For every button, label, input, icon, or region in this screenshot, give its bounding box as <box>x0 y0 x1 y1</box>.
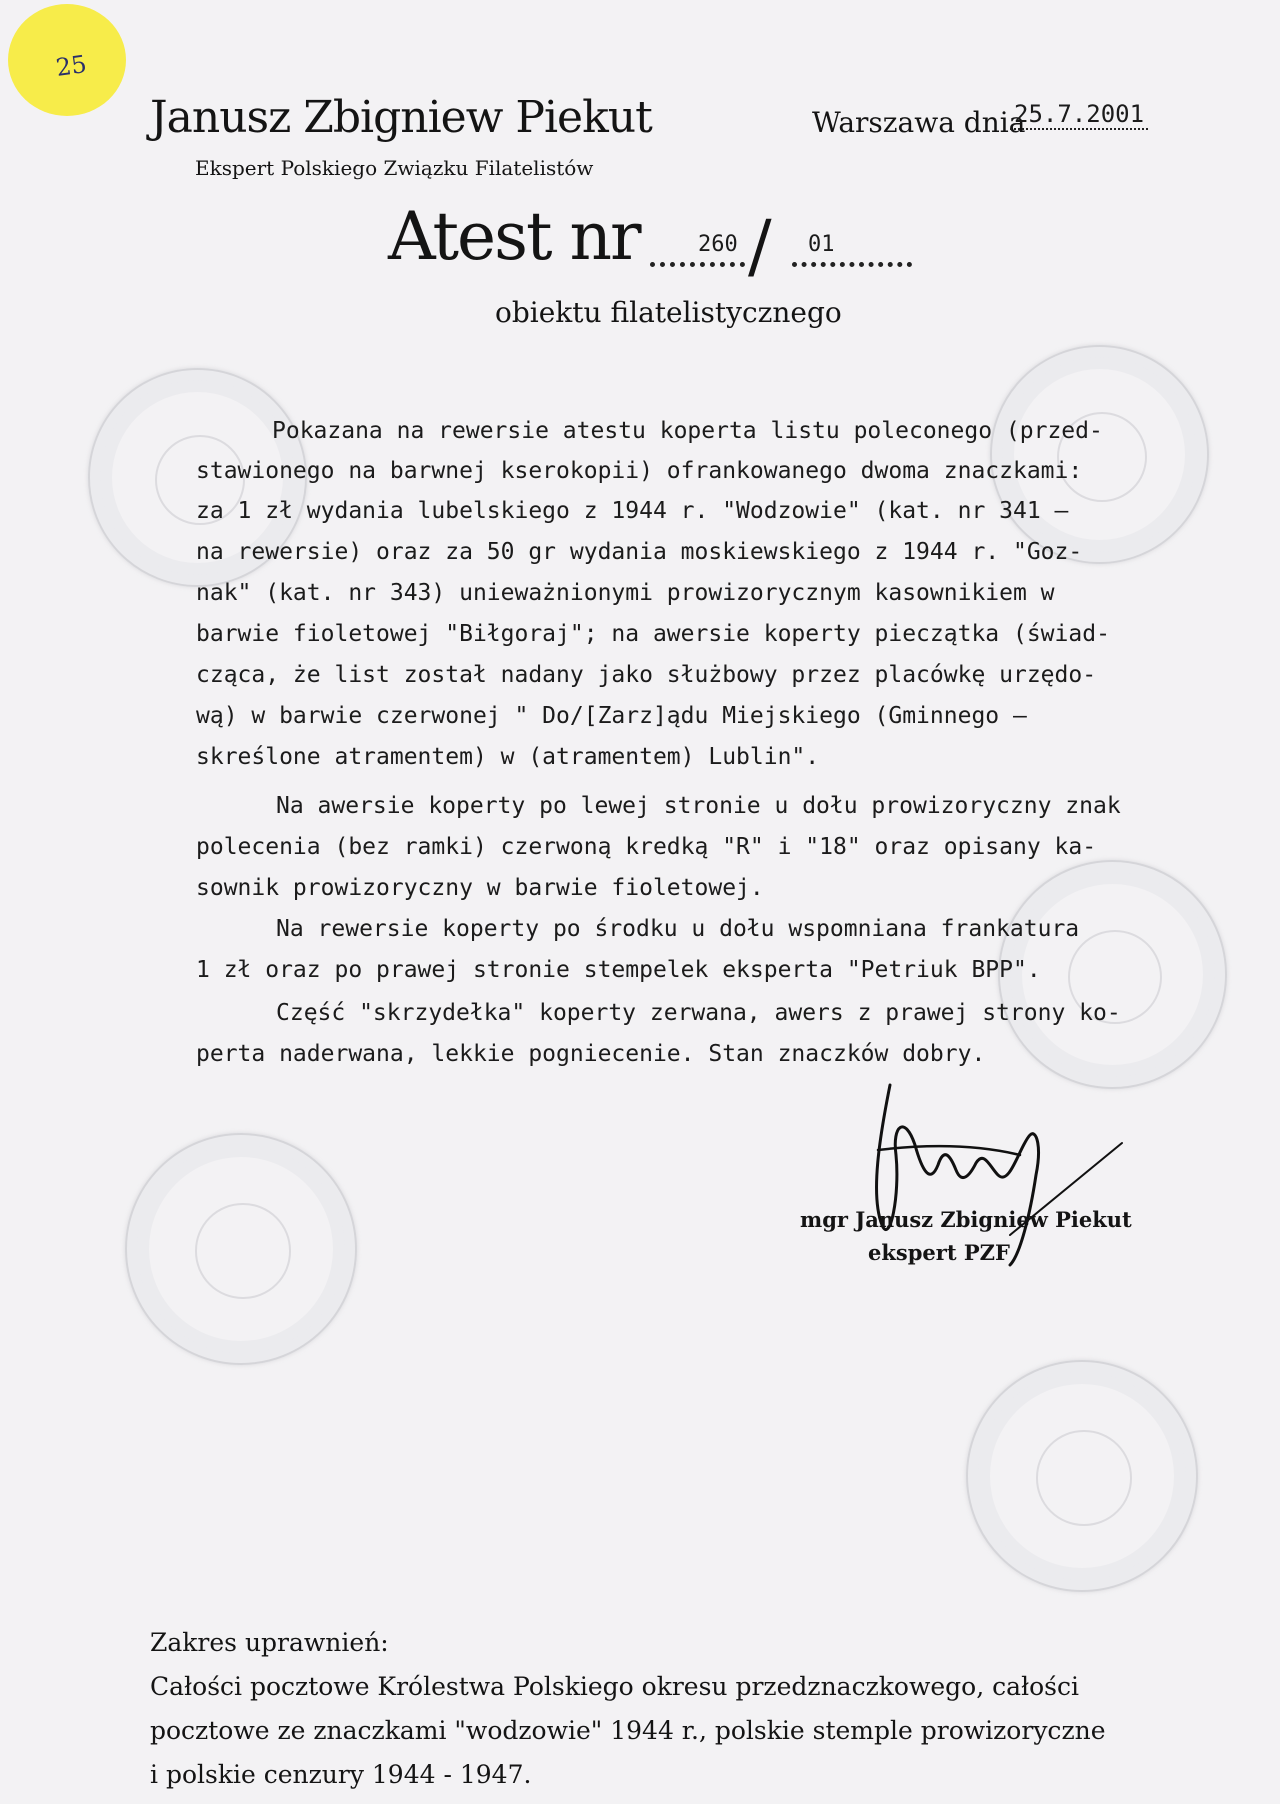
place-label: Warszawa dnia <box>812 106 1026 139</box>
body-line: wą) w barwie czerwonej " Do/[Zarz]ądu Miejskiego (Gminnego — <box>196 703 1027 729</box>
scope-line: i polskie cenzury 1944 - 1947. <box>150 1760 532 1789</box>
title-slash: / <box>748 205 772 287</box>
scope-line: pocztowe ze znaczkami "wodzowie" 1944 r., polskie stemple prowizoryczne <box>150 1716 1106 1745</box>
certificate-title: Atest nr <box>388 198 640 275</box>
expert-subtitle: Ekspert Polskiego Związku Filatelistów <box>195 156 594 180</box>
sticker-note: 25 <box>54 50 89 82</box>
body-line: Część "skrzydełka" koperty zerwana, awers z prawej strony ko- <box>276 1000 1121 1026</box>
number-dotted-line <box>650 262 745 267</box>
certificate-number: 260 <box>698 232 738 257</box>
body-line: cząca, że list został nadany jako służbowy przez placówkę urzędo- <box>196 662 1097 688</box>
body-line: nak" (kat. nr 343) unieważnionymi prowizorycznym kasownikiem w <box>196 580 1055 606</box>
body-line: polecenia (bez ramki) czerwoną kredką "R" i "18" oraz opisany ka- <box>196 834 1097 860</box>
body-line: Na rewersie koperty po środku u dołu wspomniana frankatura <box>276 916 1080 942</box>
scope-line: Całości pocztowe Królestwa Polskiego okresu przedznaczkowego, całości <box>150 1672 1079 1701</box>
body-line: sownik prowizoryczny w barwie fioletowej. <box>196 875 764 901</box>
body-line: skreślone atramentem) w (atramentem) Lublin". <box>196 744 820 770</box>
signer-role: ekspert PZF <box>868 1240 1010 1265</box>
body-line: perta naderwana, lekkie pogniecenie. Stan znaczków dobry. <box>196 1041 986 1067</box>
certificate-year: 01 <box>808 232 835 257</box>
body-line: za 1 zł wydania lubelskiego z 1944 r. "Wodzowie" (kat. nr 341 — <box>196 498 1069 524</box>
body-line: na rewersie) oraz za 50 gr wydania moskiewskiego z 1944 r. "Goz- <box>196 539 1083 565</box>
expert-name: Janusz Zbigniew Piekut <box>150 92 652 143</box>
certificate-subtitle: obiektu filatelistycznego <box>495 296 842 329</box>
year-dotted-line <box>792 262 912 267</box>
body-line: stawionego na barwnej kserokopii) ofrankowanego dwoma znaczkami: <box>196 458 1083 484</box>
signer-name: mgr Janusz Zbigniew Piekut <box>800 1207 1132 1232</box>
scope-title: Zakres uprawnień: <box>150 1628 389 1657</box>
body-line: Pokazana na rewersie atestu koperta listu poleconego (przed- <box>272 418 1103 444</box>
certificate-date: 25.7.2001 <box>1010 100 1148 130</box>
body-line: Na awersie koperty po lewej stronie u dołu prowizoryczny znak <box>276 793 1121 819</box>
embossed-seal-icon <box>125 1133 357 1365</box>
body-line: barwie fioletowej "Biłgoraj"; na awersie koperty pieczątka (świad- <box>196 621 1110 647</box>
yellow-sticker <box>8 4 126 116</box>
embossed-seal-icon <box>966 1360 1198 1592</box>
embossed-seal-icon <box>990 345 1209 564</box>
body-line: 1 zł oraz po prawej stronie stempelek eksperta "Petriuk BPP". <box>196 957 1041 983</box>
